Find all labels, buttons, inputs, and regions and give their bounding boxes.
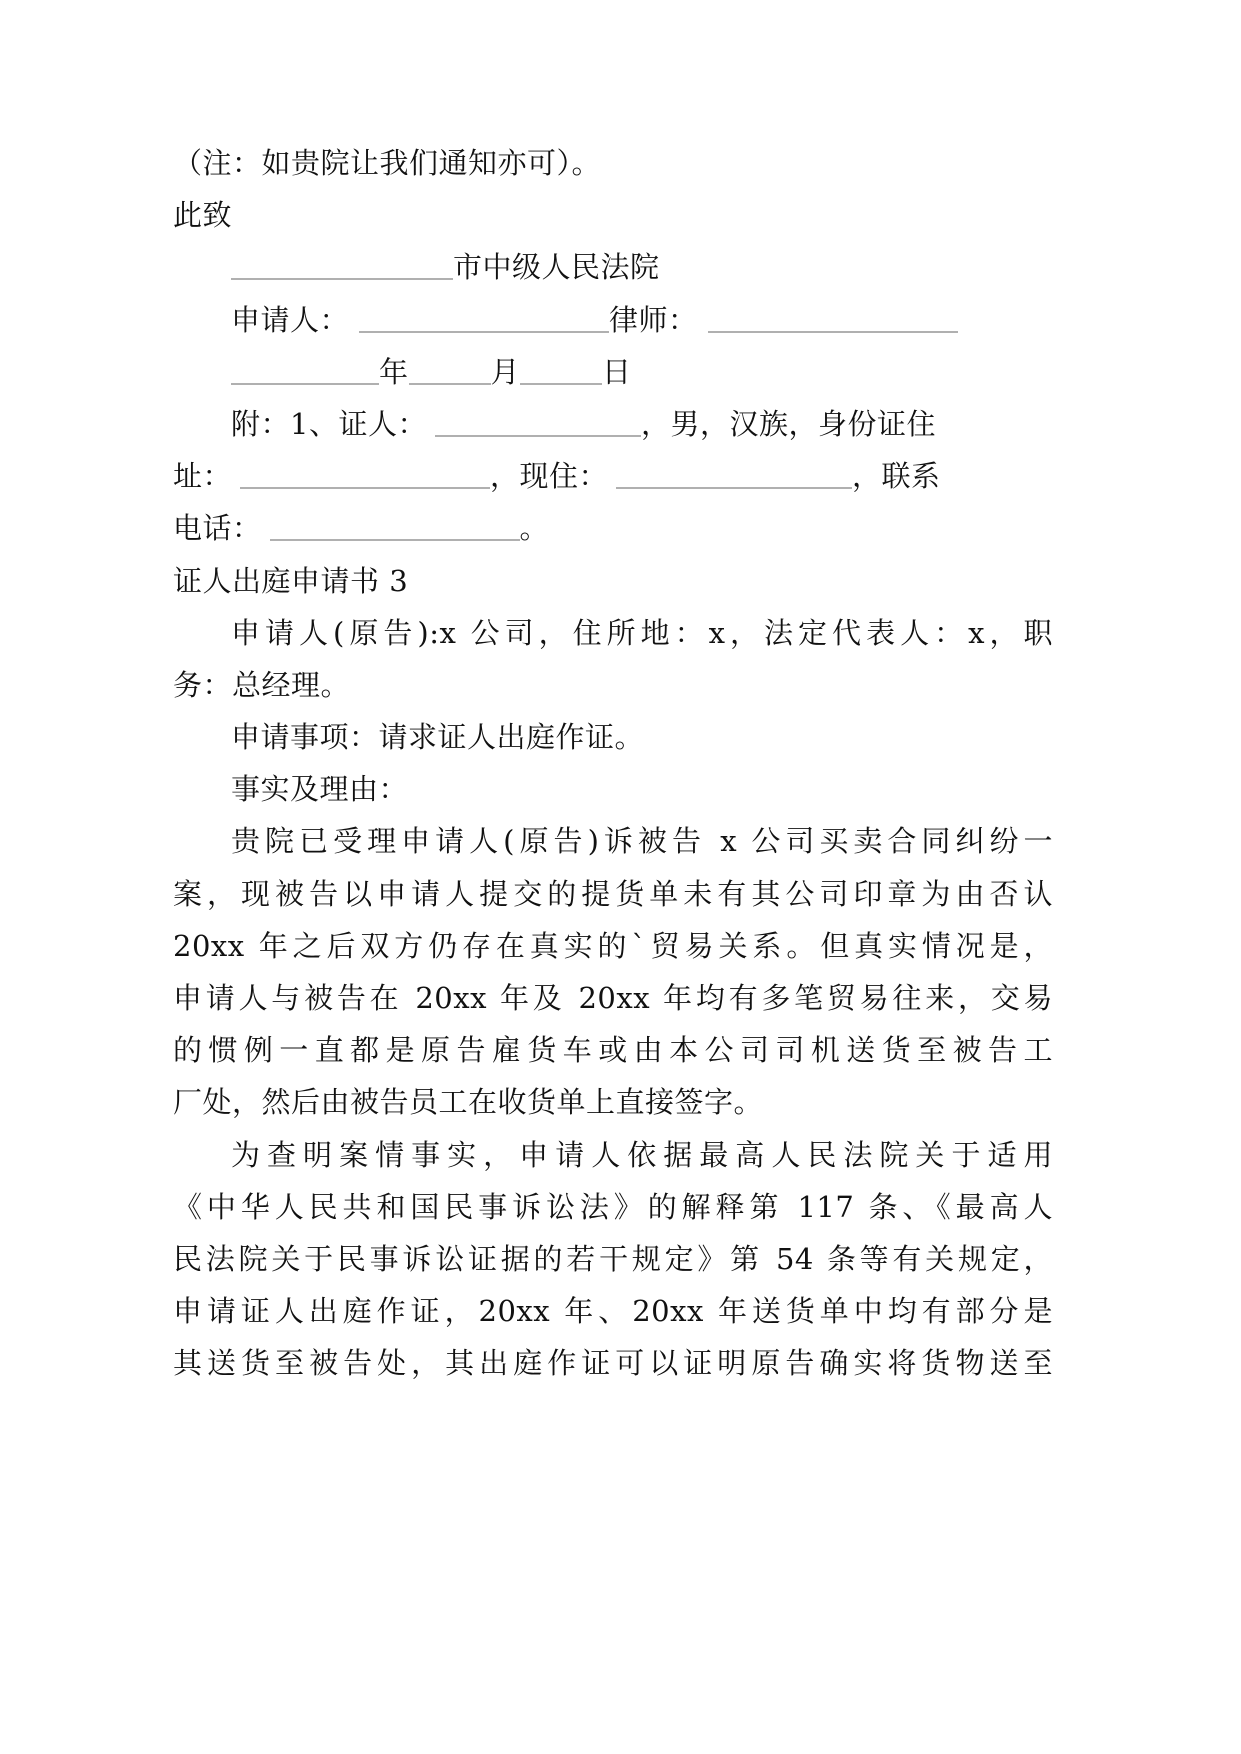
court-line: [173, 241, 1053, 293]
attachment-suffix: ，男，汉族，身份证住: [640, 406, 936, 441]
witness-name-blank[interactable]: [435, 434, 641, 437]
facts-p1-text: 申请人与被告在 20xx 年及 20xx 年均有多笔贸易往来，交易: [173, 981, 1053, 1015]
applicant-line-1: [173, 607, 1053, 659]
note-line: [173, 137, 1053, 189]
facts-heading: 事实及理由：: [231, 772, 409, 807]
facts-p2-text: 申请证人出庭作证，20xx 年、20xx 年送货单中均有部分是: [173, 1294, 1053, 1329]
facts-p2-text: 其送货至被告处，其出庭作证可以证明原告确实将货物送至: [173, 1346, 1053, 1381]
address-label: 址：: [173, 459, 233, 494]
facts-p1-text: 20xx 年之后双方仍存在真实的`贸易关系。但真实情况是，: [173, 928, 1053, 963]
lawyer-blank[interactable]: [708, 330, 958, 333]
salutation-text: 此致: [173, 198, 233, 233]
lawyer-label: 律师：: [609, 302, 698, 337]
facts-p2-line: [173, 1233, 1053, 1285]
salutation-line: [173, 189, 1053, 241]
month-label: 月: [490, 354, 521, 389]
request-line: [173, 711, 1053, 763]
note-text: （注：如贵院让我们通知亦可）。: [173, 146, 602, 180]
applicant-line-2: [173, 659, 1053, 711]
facts-p1-text: 贵院已受理申请人(原告)诉被告 x 公司买卖合同纠纷一: [231, 824, 1053, 859]
day-blank[interactable]: [520, 382, 602, 385]
facts-p2-text: 民法院关于民事诉讼证据的若干规定》第 54 条等有关规定，: [173, 1241, 1053, 1276]
applicant-label: 申请人：: [231, 302, 350, 337]
section-title-line: [173, 555, 1053, 607]
current-address-blank[interactable]: [616, 486, 852, 489]
attachment-line: [173, 398, 1053, 450]
facts-p2-line: [173, 1181, 1053, 1233]
facts-p2-line: [173, 1337, 1053, 1389]
facts-p1-line: [173, 972, 1053, 1024]
facts-p1-line: [173, 815, 1053, 867]
facts-p1-line: [173, 920, 1053, 972]
attachment-prefix: 附：1、证人：: [231, 406, 427, 441]
court-suffix: 市中级人民法院: [453, 250, 660, 285]
facts-p2-line: [173, 1129, 1053, 1181]
facts-p1-text: 厂处，然后由被告员工在收货单上直接签字。: [173, 1085, 764, 1120]
phone-end: 。: [519, 511, 550, 546]
facts-p2-line: [173, 1285, 1053, 1337]
facts-p1-text: 的惯例一直都是原告雇货车或由本公司司机送货至被告工: [173, 1033, 1053, 1068]
facts-p1-line: [173, 1076, 1053, 1128]
day-label: 日: [602, 354, 632, 389]
section-title: 证人出庭申请书 3: [173, 563, 409, 598]
year-label: 年: [379, 354, 409, 389]
year-blank[interactable]: [231, 382, 379, 385]
applicant-text-1: 申请人(原告):x 公司，住所地：x，法定代表人：x，职: [231, 615, 1053, 650]
facts-heading-line: [173, 763, 1053, 815]
address-line: [173, 450, 1053, 502]
current-address-label: ，现住：: [490, 459, 609, 494]
id-address-blank[interactable]: [240, 486, 490, 489]
facts-p1-text: 案，现被告以申请人提交的提货单未有其公司印章为由否认: [173, 876, 1053, 911]
court-name-blank[interactable]: [231, 277, 453, 280]
signature-line: [173, 294, 1053, 346]
phone-blank[interactable]: [270, 538, 520, 541]
applicant-blank[interactable]: [359, 330, 609, 333]
applicant-text-2: 务：总经理。: [173, 667, 351, 702]
facts-p2-text: 《中华人民共和国民事诉讼法》的解释第 117 条、《最高人: [173, 1189, 1053, 1224]
document-page: [173, 137, 1053, 1390]
phone-line: [173, 502, 1053, 554]
facts-p1-line: [173, 1024, 1053, 1076]
facts-p1-line: [173, 868, 1053, 920]
month-blank[interactable]: [409, 382, 491, 385]
request-text: 申请事项：请求证人出庭作证。: [231, 720, 645, 755]
date-line: [173, 346, 1053, 398]
facts-p2-text: 为查明案情事实，申请人依据最高人民法院关于适用: [231, 1137, 1053, 1172]
contact-label: ，联系: [852, 459, 941, 494]
phone-label: 电话：: [173, 511, 262, 546]
